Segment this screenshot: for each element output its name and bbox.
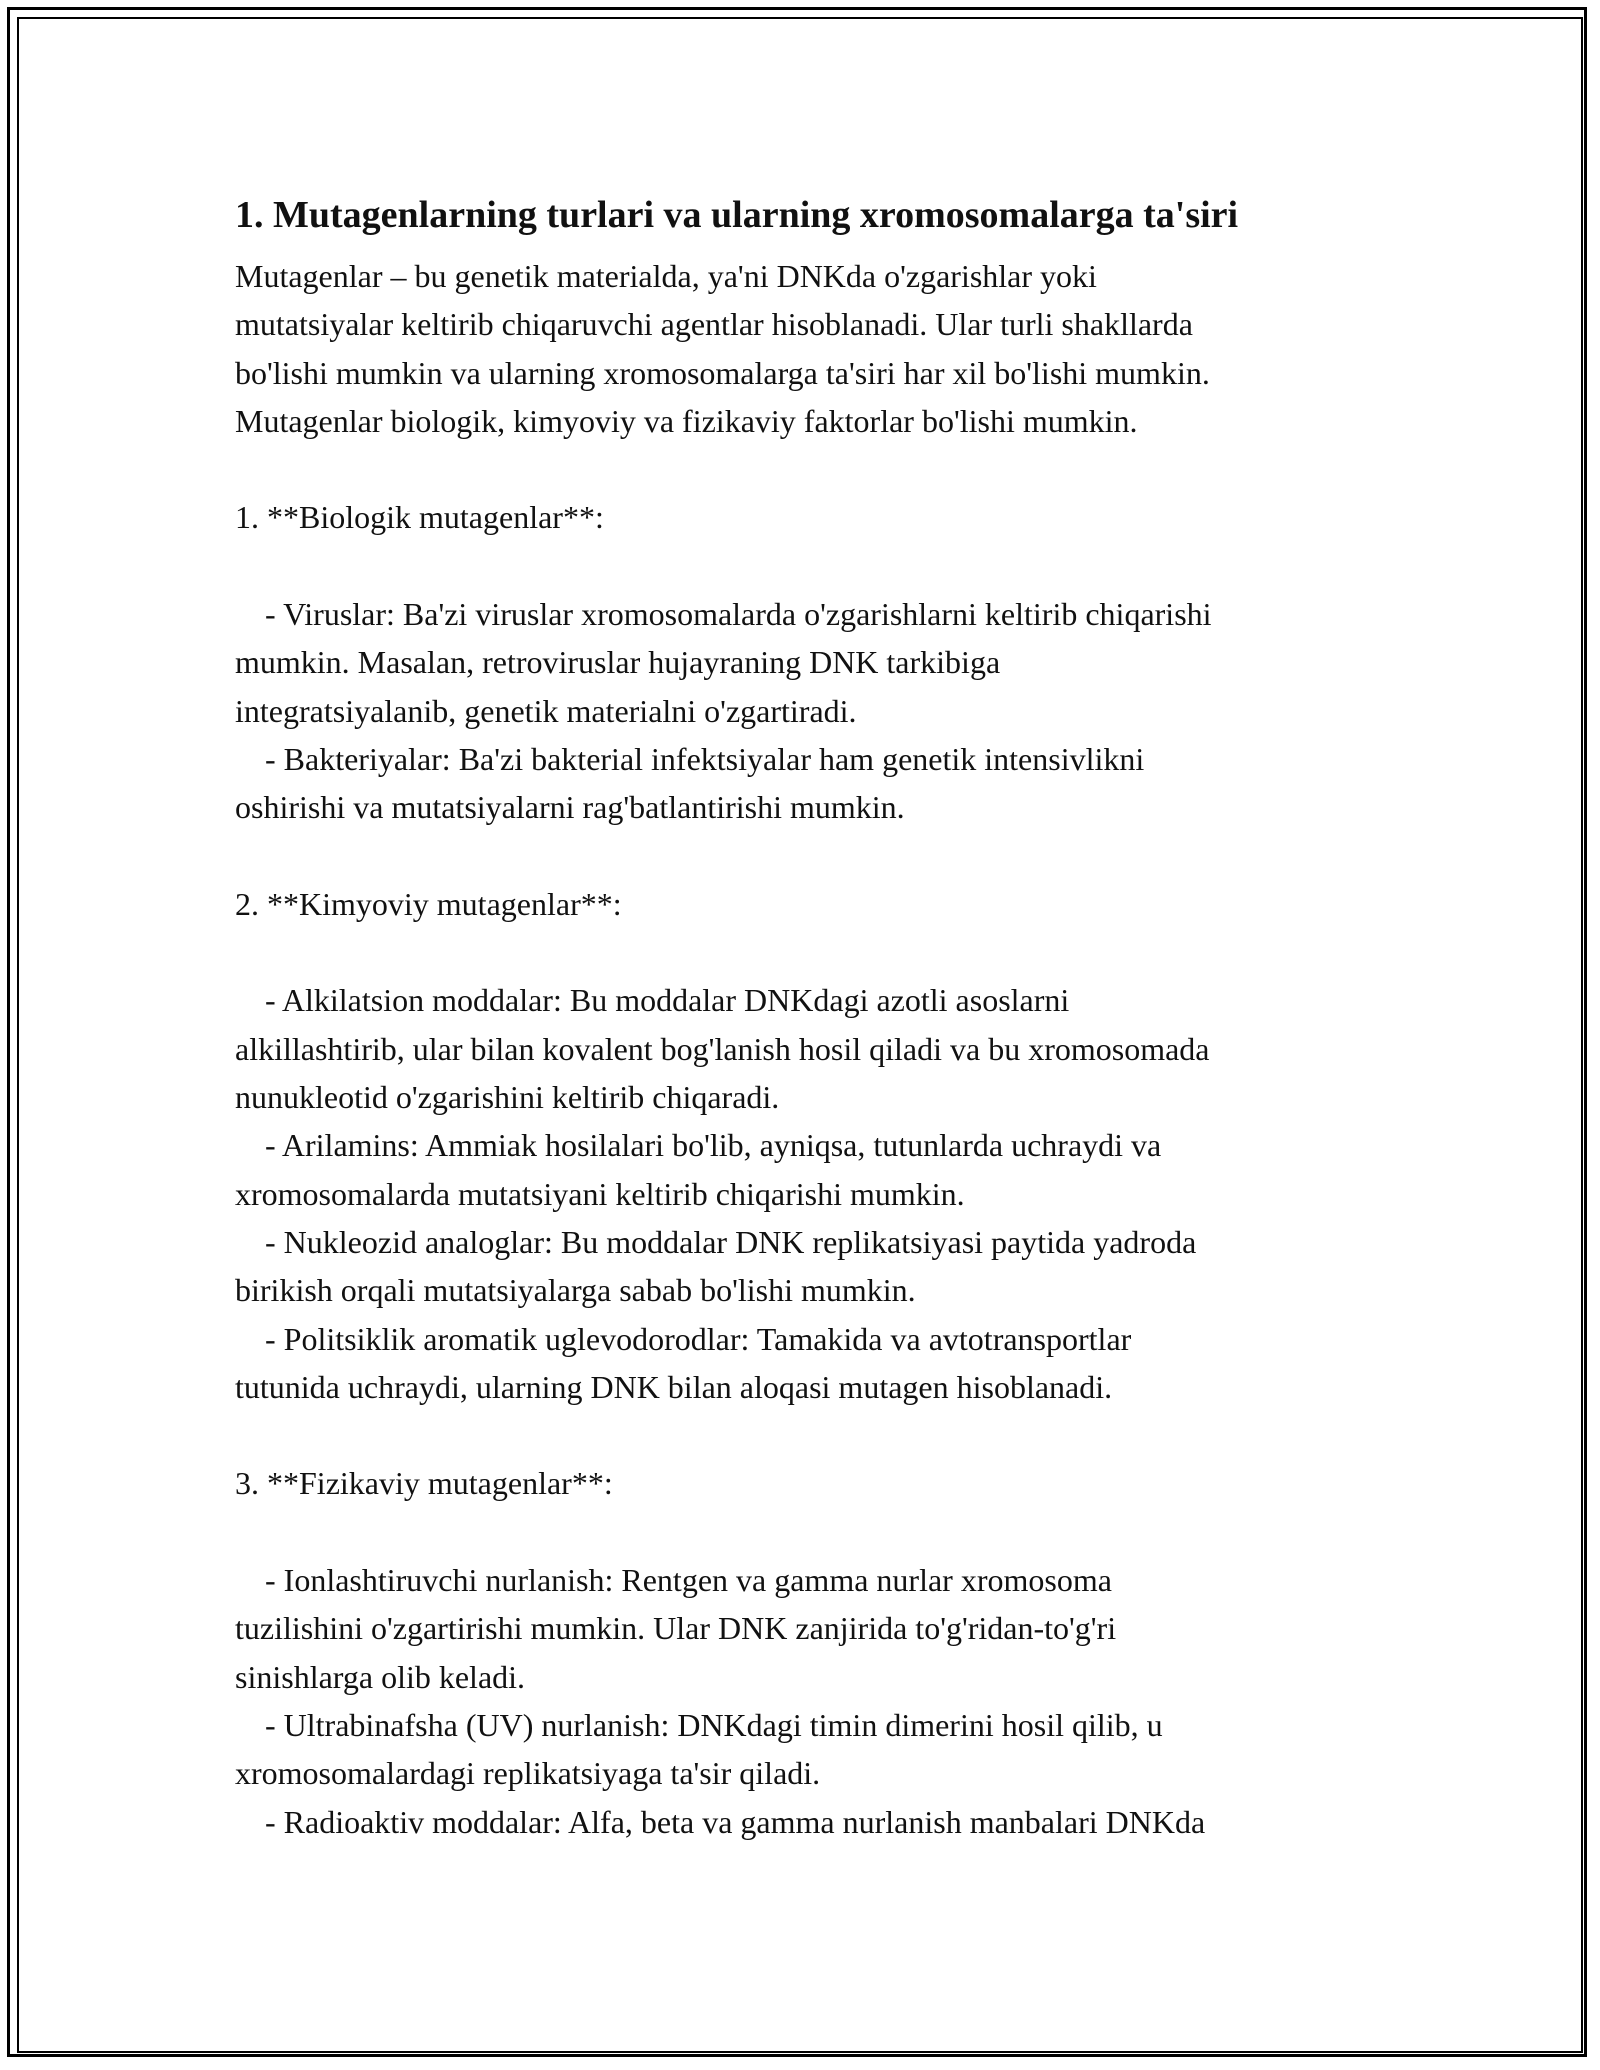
list-item xyxy=(235,976,1415,1121)
item-line: oshirishi va mutatsiyalarni rag'batlantirishi mumkin. xyxy=(235,789,905,826)
section-heading: 2. **Kimyoviy mutagenlar**: xyxy=(235,885,622,922)
intro-line: Mutagenlar biologik, kimyoviy va fizikaviy faktorlar bo'lishi mumkin. xyxy=(235,402,1138,439)
item-line: sinishlarga olib keladi. xyxy=(235,1658,526,1695)
section-heading: 3. **Fizikaviy mutagenlar**: xyxy=(235,1465,613,1502)
item-line: xromosomalarda mutatsiyani keltirib chiqarishi mumkin. xyxy=(235,1175,965,1212)
item-line: - Viruslar: Ba'zi viruslar xromosomalarda o'zgarishlarni keltirib chiqarishi xyxy=(265,596,1212,633)
list-item xyxy=(235,1121,1415,1218)
item-line: integratsiyalanib, genetik materialni o'zgartiradi. xyxy=(235,692,857,729)
item-line: - Arilamins: Ammiak hosilalari bo'lib, ayniqsa, tutunlarda uchraydi va xyxy=(265,1127,1162,1164)
item-line: birikish orqali mutatsiyalarga sabab bo'lishi mumkin. xyxy=(235,1272,916,1309)
item-line: - Radioaktiv moddalar: Alfa, beta va gamma nurlanish manbalari DNKda xyxy=(265,1803,1206,1840)
section-heading: 1. **Biologik mutagenlar**: xyxy=(235,499,604,536)
spacer xyxy=(235,542,1415,590)
item-line: - Bakteriyalar: Ba'zi bakterial infektsiyalar ham genetik intensivlikni xyxy=(265,740,1145,777)
spacer xyxy=(235,928,1415,976)
list-item xyxy=(235,1315,1415,1412)
list-item xyxy=(235,1701,1415,1798)
item-line: - Politsiklik aromatik uglevodorodlar: Tamakida va avtotransportlar xyxy=(265,1320,1132,1357)
item-line: - Nukleozid analoglar: Bu moddalar DNK replikatsiyasi paytida yadroda xyxy=(265,1223,1197,1260)
document-title: 1. Mutagenlarning turlari va ularning xromosomalarga ta'siri xyxy=(235,194,1239,236)
intro-paragraph xyxy=(235,252,1415,445)
spacer xyxy=(235,445,1415,493)
item-line: mumkin. Masalan, retroviruslar hujayraning DNK tarkibiga xyxy=(235,644,1001,681)
list-item xyxy=(235,1218,1415,1315)
intro-line: Mutagenlar – bu genetik materialda, ya'ni DNKda o'zgarishlar yoki xyxy=(235,258,1097,294)
list-item xyxy=(235,1556,1415,1701)
spacer xyxy=(235,1508,1415,1556)
item-line: - Ionlashtiruvchi nurlanish: Rentgen va gamma nurlar xromosoma xyxy=(265,1562,1112,1599)
item-line: nunukleotid o'zgarishini keltirib chiqaradi. xyxy=(235,1079,780,1116)
item-line: alkillashtirib, ular bilan kovalent bog'lanish hosil qiladi va bu xromosomada xyxy=(235,1030,1210,1067)
item-line: - Alkilatsion moddalar: Bu moddalar DNKdagi azotli asoslarni xyxy=(265,982,1070,1019)
document-body xyxy=(235,180,1415,1846)
item-line: tutunida uchraydi, ularning DNK bilan aloqasi mutagen hisoblanadi. xyxy=(235,1368,1113,1405)
section-physical xyxy=(235,1459,1415,1845)
intro-line: mutatsiyalar keltirib chiqaruvchi agentlar hisoblanadi. Ular turli shakllarda xyxy=(235,306,1193,343)
section-biological xyxy=(235,493,1415,831)
section-chemical xyxy=(235,880,1415,1411)
list-item xyxy=(235,1798,1415,1846)
list-item xyxy=(235,590,1415,735)
intro-line: bo'lishi mumkin va ularning xromosomalarga ta'siri har xil bo'lishi mumkin. xyxy=(235,354,1210,391)
item-line: tuzilishini o'zgartirishi mumkin. Ular DNK zanjirida to'g'ridan-to'g'ri xyxy=(235,1610,1117,1647)
list-item xyxy=(235,735,1415,832)
spacer xyxy=(235,1411,1415,1459)
spacer xyxy=(235,832,1415,880)
item-line: - Ultrabinafsha (UV) nurlanish: DNKdagi timin dimerini hosil qilib, u xyxy=(265,1706,1163,1743)
item-line: xromosomalardagi replikatsiyaga ta'sir qiladi. xyxy=(235,1755,821,1792)
